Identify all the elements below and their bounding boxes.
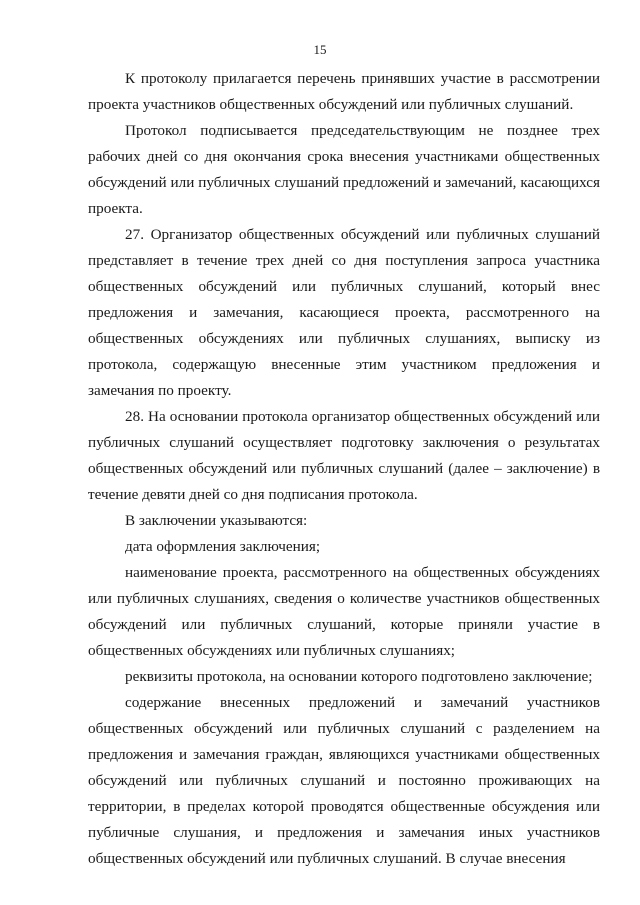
paragraph: реквизиты протокола, на основании которого подготовлено заключение; [125, 668, 593, 685]
page-number: 15 [313, 42, 327, 57]
paragraph: дата оформления заключения; [125, 538, 321, 555]
paragraph: Протокол подписывается председательствующим не позднее трех рабочих дней со дня окончания срока внесения участниками общественных обсуждений или публичных слушаний предложений и замечаний, касающихся проекта. [88, 122, 600, 217]
paragraph: 27. Организатор общественных обсуждений или публичных слушаний представляет в течение трех дней со дня поступления запроса участника общественных обсуждений или публичных слушаний, который внес предложения и замечания, касающиеся проекта, рассмотренного на общественных обсуждениях или публичных слушаниях, выписку из протокола, содержащую внесенные этим участником предложения и замечания по проекту. [88, 226, 600, 399]
paragraph: содержание внесенных предложений и замечаний участников общественных обсуждений или публичных слушаний с разделением на предложения и замечания граждан, являющихся участниками общественных обсуждений или публичных слушаний и постоянно проживающих на территории, в пределах которой проводятся общественные обсуждения или публичные слушания, и предложения и замечания иных участников общественных обсуждений или публичных слушаний. В случае внесения [88, 694, 600, 867]
paragraph: 28. На основании протокола организатор общественных обсуждений или публичных слушаний осуществляет подготовку заключения о результатах общественных обсуждений или публичных слушаний (далее – заключение) в течение девяти дней со дня подписания протокола. [88, 408, 600, 503]
document-body [88, 66, 600, 872]
paragraph: наименование проекта, рассмотренного на общественных обсуждениях или публичных слушаниях, сведения о количестве участников общественных обсуждений или публичных слушаний, которые приняли участие в общественных обсуждениях или публичных слушаниях; [88, 564, 600, 659]
paragraph: К протоколу прилагается перечень принявших участие в рассмотрении проекта участников общественных обсуждений или публичных слушаний. [88, 70, 600, 113]
paragraph: В заключении указываются: [125, 512, 308, 529]
